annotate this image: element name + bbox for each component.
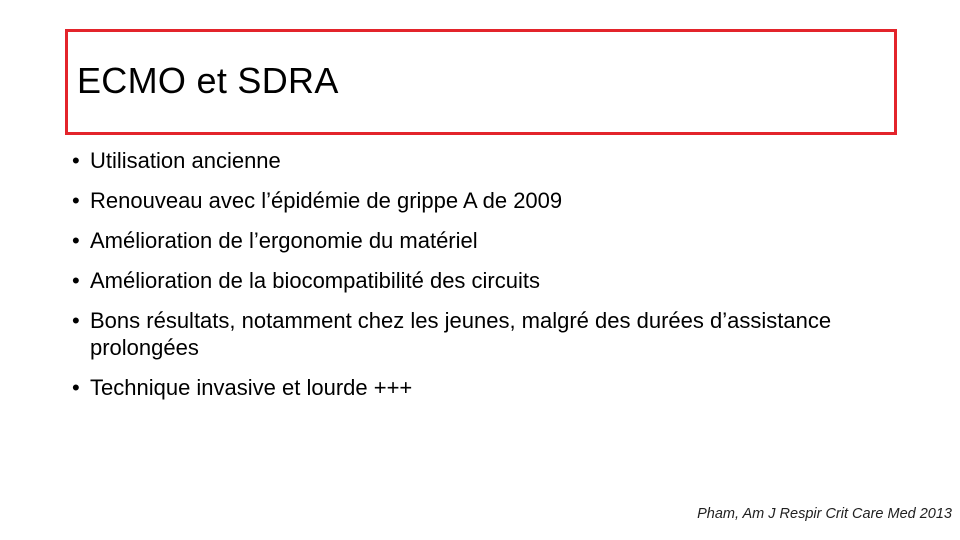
bullet-item	[72, 267, 892, 294]
bullet-item	[72, 147, 892, 174]
bullet-dot-icon: •	[72, 268, 80, 293]
bullet-list	[72, 147, 892, 414]
bullet-text: Technique invasive et lourde +++	[90, 375, 413, 400]
bullet-text: Amélioration de la biocompatibilité des circuits	[90, 268, 540, 293]
title-frame	[65, 29, 897, 135]
bullet-text: Utilisation ancienne	[90, 148, 281, 173]
slide-title: ECMO et SDRA	[77, 60, 339, 101]
bullet-dot-icon: •	[72, 308, 80, 333]
bullet-item	[72, 187, 892, 214]
bullet-dot-icon: •	[72, 188, 80, 213]
bullet-dot-icon: •	[72, 375, 80, 400]
citation: Pham, Am J Respir Crit Care Med 2013	[697, 506, 952, 522]
bullet-text: Bons résultats, notamment chez les jeunes, malgré des durées d’assistance prolongées	[90, 308, 832, 360]
bullet-item	[72, 307, 892, 361]
bullet-text: Renouveau avec l’épidémie de grippe A de 2009	[90, 188, 563, 213]
bullet-dot-icon: •	[72, 148, 80, 173]
bullet-item	[72, 374, 892, 401]
bullet-dot-icon: •	[72, 228, 80, 253]
bullet-item	[72, 227, 892, 254]
bullet-text: Amélioration de l’ergonomie du matériel	[90, 228, 478, 253]
